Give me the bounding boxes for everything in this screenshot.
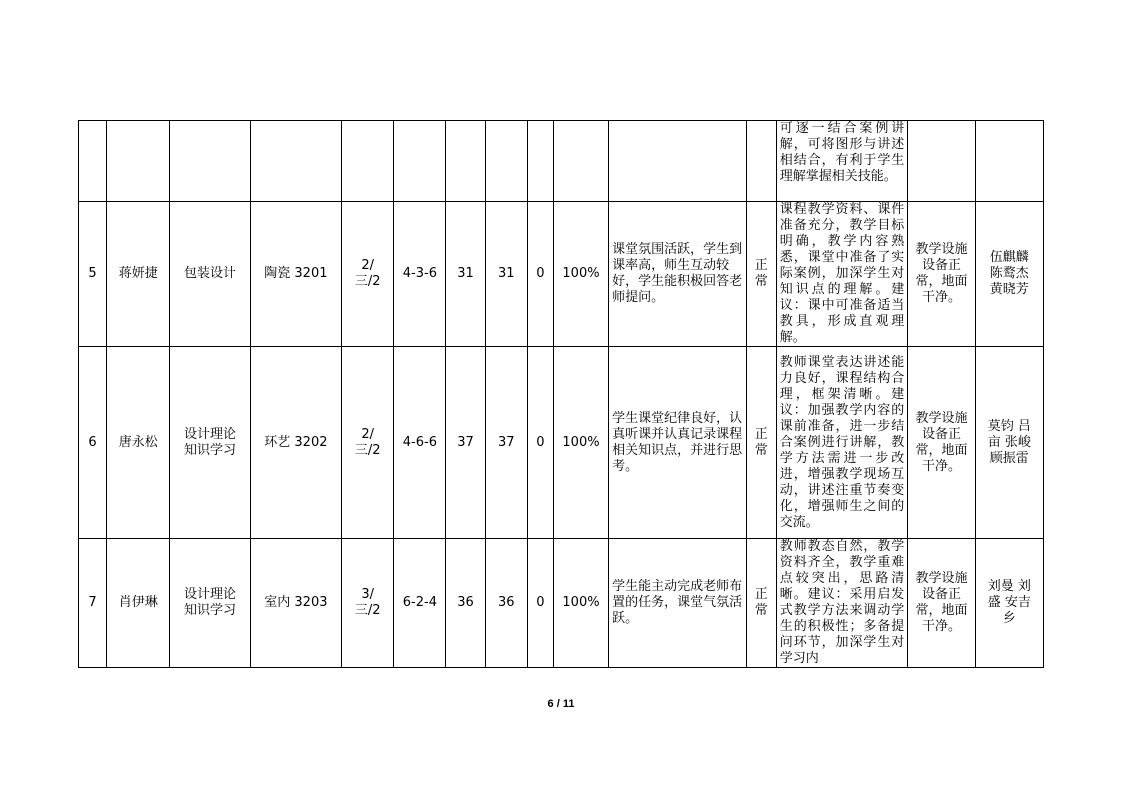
cell-expected: 36 [446,539,485,668]
cell-absent [527,121,553,202]
cell-student-status: 学生能主动完成老师布置的任务，课堂气氛活跃。 [609,539,747,668]
cell-session: 6-2-4 [394,539,446,668]
cell-week: 2/三/2 [342,347,394,539]
page-number: 6 / 11 [547,698,575,710]
cell-student-status: 课堂氛围活跃，学生到课率高，师生互动较好，学生能积极回答老师提问。 [609,202,747,347]
cell-week: 3/三/2 [342,539,394,668]
cell-no: 7 [79,539,107,668]
cell-session: 4-6-6 [394,347,446,539]
cell-expected: 31 [446,202,485,347]
cell-no: 6 [79,347,107,539]
cell-absent: 0 [527,347,553,539]
cell-facility [908,121,975,202]
cell-inspector [975,121,1043,202]
cell-absent: 0 [527,539,553,668]
cell-inspector: 莫钧 吕亩 张峻 顾振雷 [975,347,1043,539]
cell-expected [446,121,485,202]
cell-session [394,121,446,202]
inspection-table [78,120,1044,668]
cell-class: 室内 3203 [250,539,341,668]
cell-rate [553,121,608,202]
cell-teacher: 肖伊琳 [107,539,170,668]
cell-absent: 0 [527,202,553,347]
cell-course: 包装设计 [170,202,250,347]
cell-suggestion: 可逐一结合案例讲解，可将图形与讲述相结合，有利于学生理解掌握相关技能。 [776,121,908,202]
cell-course [170,121,250,202]
cell-actual: 37 [485,347,527,539]
cell-expected: 37 [446,347,485,539]
cell-order: 正常 [746,347,776,539]
cell-no [79,121,107,202]
cell-actual: 36 [485,539,527,668]
cell-class: 陶瓷 3201 [250,202,341,347]
cell-session: 4-3-6 [394,202,446,347]
cell-course: 设计理论知识学习 [170,347,250,539]
cell-week: 2/三/2 [342,202,394,347]
cell-facility: 教学设施设备正常，地面干净。 [908,347,975,539]
cell-facility: 教学设施设备正常，地面干净。 [908,202,975,347]
cell-inspector: 刘曼 刘盛 安吉乡 [975,539,1043,668]
cell-order: 正常 [746,539,776,668]
table-row-continuation [79,121,1044,202]
cell-student-status: 学生课堂纪律良好，认真听课并认真记录课程相关知识点，并进行思考。 [609,347,747,539]
cell-actual: 31 [485,202,527,347]
cell-facility: 教学设施设备正常，地面干净。 [908,539,975,668]
cell-rate: 100% [553,202,608,347]
cell-teacher: 蒋妍捷 [107,202,170,347]
cell-inspector: 伍麒麟 陈鹜杰 黄晓芳 [975,202,1043,347]
cell-teacher: 唐永松 [107,347,170,539]
cell-class [250,121,341,202]
table-row [79,347,1044,539]
cell-suggestion: 教师教态自然，教学资料齐全，教学重难点较突出，思路清晰。建议：采用启发式教学方法来调动学生的积极性；多备提问环节，加深学生对学习内 [776,539,908,668]
cell-rate: 100% [553,347,608,539]
cell-student-status [609,121,747,202]
cell-week [342,121,394,202]
cell-teacher [107,121,170,202]
table-row [79,539,1044,668]
cell-order [746,121,776,202]
cell-suggestion: 教师课堂表达讲述能力良好，课程结构合理，框架清晰。建议：加强教学内容的课前准备，进一步结合案例进行讲解，教学方法需进一步改进，增强教学现场互动，讲述注重节奏变化，增强师生之间的交流。 [776,347,908,539]
table-row [79,202,1044,347]
cell-actual [485,121,527,202]
cell-class: 环艺 3202 [250,347,341,539]
cell-course: 设计理论知识学习 [170,539,250,668]
cell-no: 5 [79,202,107,347]
cell-suggestion: 课程教学资料、课件准备充分，教学目标明确，教学内容熟悉，课堂中准备了实际案例，加深学生对知识点的理解。建议：课中可准备适当教具，形成直观理解。 [776,202,908,347]
cell-order: 正常 [746,202,776,347]
cell-rate: 100% [553,539,608,668]
